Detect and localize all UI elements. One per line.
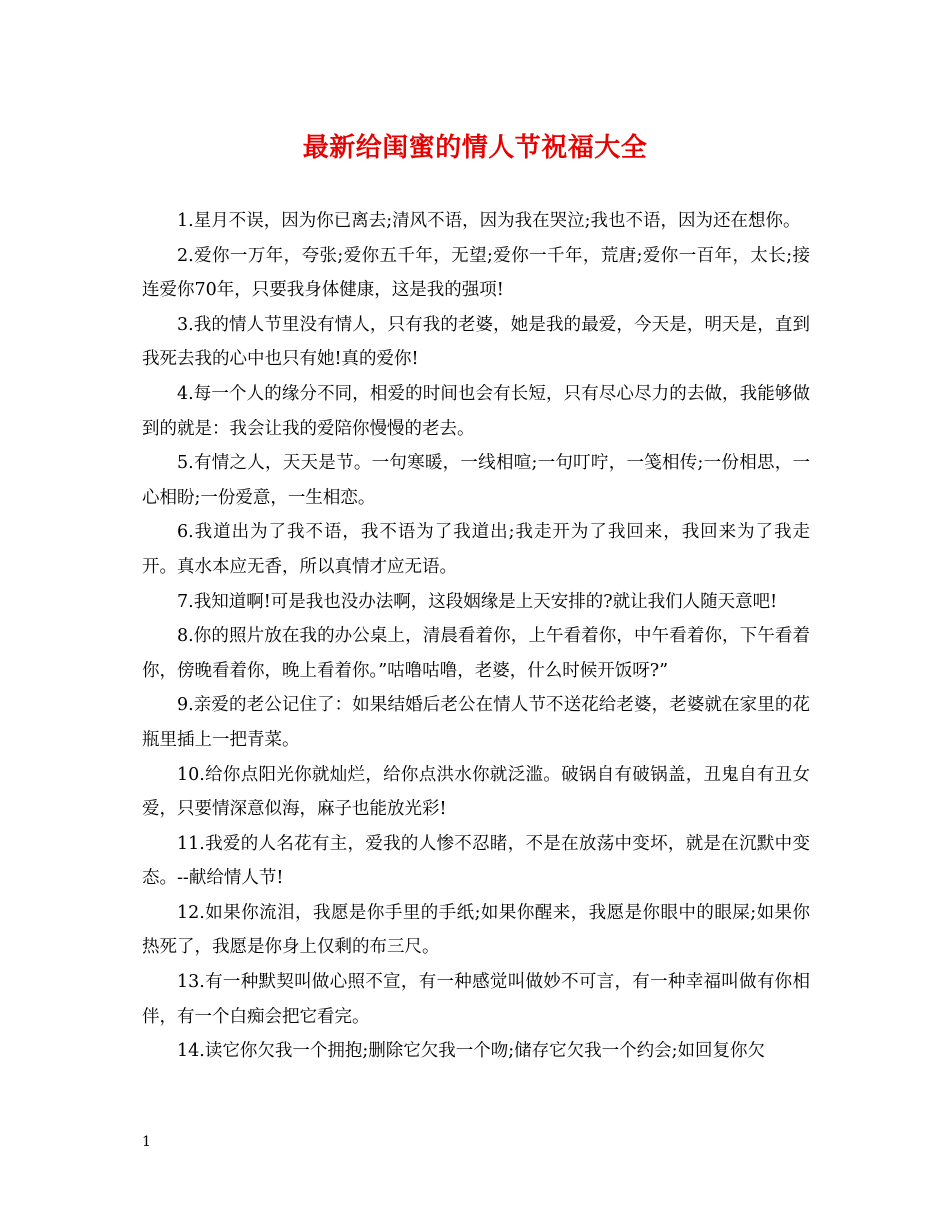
greetings-list: [142, 204, 810, 1069]
list-item: 1.星月不误，因为你已离去;清风不语，因为我在哭泣;我也不语，因为还在想你。: [177, 211, 801, 231]
list-item: 6.我道出为了我不语，我不语为了我道出;我走开为了我回来，我回来为了我走开。真水本应无香，所以真情才应无语。: [142, 522, 810, 577]
document-title: 最新给闺蜜的情人节祝福大全: [302, 133, 648, 163]
list-item: 13.有一种默契叫做心照不宣，有一种感觉叫做妙不可言，有一种幸福叫做有你相伴，有一个白痴会把它看完。: [142, 972, 810, 1027]
page-number: 1: [142, 1134, 151, 1150]
list-item: 8.你的照片放在我的办公桌上，清晨看着你，上午看着你，中午看着你，下午看着你，傍晚看着你，晚上看着你。”咕噜咕噜，老婆，什么时候开饭呀?”: [142, 626, 810, 681]
list-item: 4.每一个人的缘分不同，相爱的时间也会有长短，只有尽心尽力的去做，我能够做到的就是：我会让我的爱陪你慢慢的老去。: [142, 383, 810, 439]
list-item: 12.如果你流泪，我愿是你手里的手纸;如果你醒来，我愿是你眼中的眼屎;如果你热死了，我愿是你身上仅剩的布三尺。: [142, 902, 810, 958]
list-item: 10.给你点阳光你就灿烂，给你点洪水你就泛滥。破锅自有破锅盖，丑鬼自有丑女爱，只要情深意似海，麻子也能放光彩!: [142, 764, 810, 820]
list-item: 7.我知道啊!可是我也没办法啊，这段姻缘是上天安排的?就让我们人随天意吧!: [177, 591, 778, 612]
list-item: 14.读它你欠我一个拥抱;删除它欠我一个吻;储存它欠我一个约会;如回复你欠: [177, 1041, 766, 1062]
list-item: 3.我的情人节里没有情人，只有我的老婆，她是我的最爱，今天是，明天是，直到我死去我的心中也只有她!真的爱你!: [142, 314, 810, 370]
list-item: 11.我爱的人名花有主，爱我的人惨不忍睹，不是在放荡中变坏，就是在沉默中变态。--献给情人节!: [142, 833, 810, 889]
list-item: 2.爱你一万年，夸张;爱你五千年，无望;爱你一千年，荒唐;爱你一百年，太长;接连爱你70年，只要我身体健康，这是我的强项!: [142, 245, 810, 301]
list-item: 9.亲爱的老公记住了：如果结婚后老公在情人节不送花给老婆，老婆就在家里的花瓶里插上一把青菜。: [142, 695, 810, 750]
list-item: 5.有情之人，天天是节。一句寒暖，一线相喧;一句叮咛，一笺相传;一份相思，一心相盼;一份爱意，一生相恋。: [142, 453, 810, 508]
